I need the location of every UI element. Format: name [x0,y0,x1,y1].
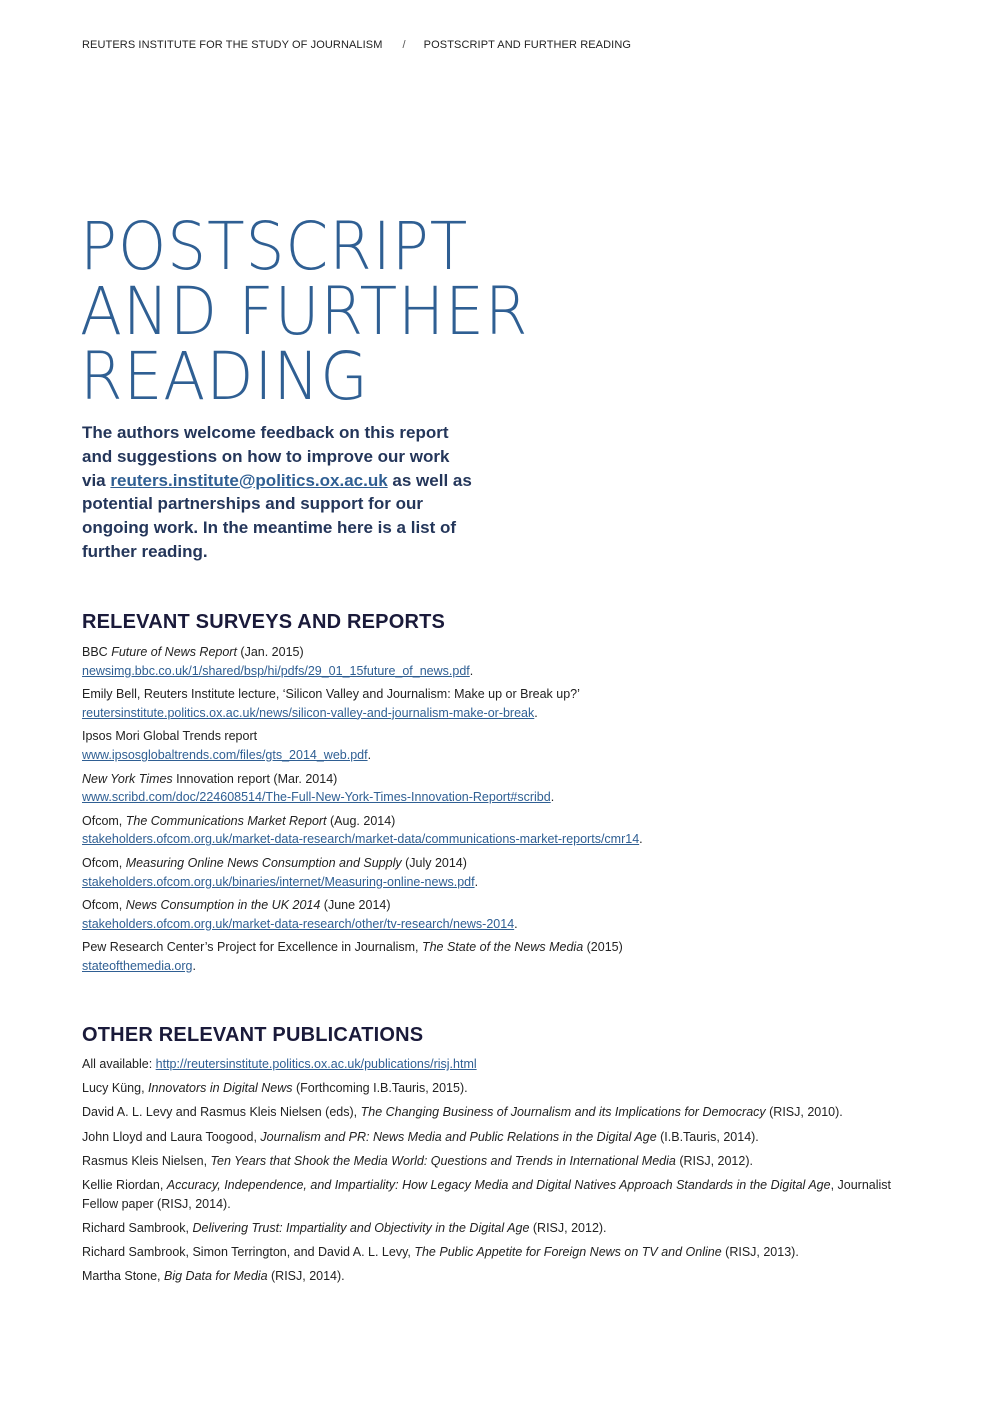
surveys-list [82,643,912,976]
publication-title: Journalism and PR: News Media and Public Relations in the Digital Age [260,1129,657,1144]
publication-item [82,1219,912,1238]
survey-citation [82,685,912,704]
publication-author: Rasmus Kleis Nielsen, [82,1153,211,1168]
publication-detail: (I.B.Tauris, 2014). [656,1129,759,1144]
publication-author: Martha Stone, [82,1269,164,1284]
citation-text: Ipsos Mori Global Trends report [82,729,258,744]
citation-text: Ofcom, [82,855,126,870]
publication-detail: (RISJ, 2013). [721,1244,799,1259]
survey-citation [82,938,912,957]
survey-link[interactable]: stakeholders.ofcom.org.uk/binaries/internet/Measuring-online-news.pdf [82,874,475,889]
citation-end: . [367,747,372,762]
citation-text: Ofcom, [82,813,126,828]
publication-item [82,1243,912,1262]
feedback-email-link[interactable]: reuters.institute@politics.ox.ac.uk [110,470,388,490]
citation-title: New York Times [82,771,173,786]
citation-end: . [192,958,196,973]
citation-end: . [639,832,643,847]
publication-detail: (RISJ, 2012). [529,1220,607,1235]
survey-citation [82,812,912,831]
publication-item [82,1079,912,1098]
publication-item [82,1103,912,1122]
publication-item [82,1267,912,1286]
citation-title: Future of News Report [111,645,237,659]
publication-author: Richard Sambrook, [82,1220,193,1235]
publications-available-item [82,1055,912,1074]
surveys-heading: RELEVANT SURVEYS AND REPORTS [82,611,446,633]
publication-author: Lucy Küng, [82,1081,149,1096]
publication-detail: (Forthcoming I.B.Tauris, 2015). [292,1081,468,1096]
page-title-line-3: READING [80,338,369,415]
survey-citation [82,854,912,873]
citation-detail: (July 2014) [401,855,467,870]
citation-end: . [469,663,474,678]
survey-link[interactable]: stakeholders.ofcom.org.uk/market-data-research/other/tv-research/news-2014 [82,916,515,931]
publication-detail: (RISJ, 2010). [765,1105,843,1120]
publication-detail: (RISJ, 2014). [267,1269,345,1284]
publication-title: Big Data for Media [164,1269,268,1284]
publication-title: Ten Years that Shook the Media World: Questions and Trends in International Media [210,1153,676,1168]
survey-item [82,643,912,680]
page-title-line-1: POSTSCRIPT [80,208,469,285]
breadcrumb [82,39,631,51]
citation-end: . [534,705,538,720]
citation-detail: Innovation report (Mar. 2014) [172,771,338,786]
survey-link[interactable]: newsimg.bbc.co.uk/1/shared/bsp/hi/pdfs/29_01_15future_of_news.pdf [82,663,470,678]
survey-item [82,770,912,807]
intro-paragraph [82,421,472,564]
breadcrumb-section: POSTSCRIPT AND FURTHER READING [423,39,632,51]
citation-text: Emily Bell, Reuters Institute lecture, ‘Silicon Valley and Journalism: Make up or Break up?’ [82,687,580,702]
intro-text-after: as well as potential partnerships and support for our ongoing work. In the meantime here is a list of further reading. [82,470,472,561]
publication-author: David A. L. Levy and Rasmus Kleis Nielsen (eds), [82,1105,361,1120]
citation-title: The Communications Market Report [125,813,327,828]
breadcrumb-org[interactable]: REUTERS INSTITUTE FOR THE STUDY OF JOURNALISM [82,39,383,51]
publications-heading: OTHER RELEVANT PUBLICATIONS [82,1024,424,1046]
publication-item [82,1176,912,1213]
publication-title: The Changing Business of Journalism and its Implications for Democracy [360,1105,766,1120]
available-label: All available: [82,1057,156,1071]
citation-detail: (Jan. 2015) [236,645,304,659]
publication-author: Richard Sambrook, Simon Terrington, and David A. L. Levy, [82,1244,415,1259]
publications-section [82,1024,912,1291]
citation-title: Measuring Online News Consumption and Supply [125,855,402,870]
citation-detail: (Aug. 2014) [326,813,396,828]
breadcrumb-separator: / [402,39,406,51]
citation-title: News Consumption in the UK 2014 [125,898,321,913]
publication-title: Accuracy, Independence, and Impartiality: How Legacy Media and Digital Natives Approach Standards in the Digital Age [166,1177,831,1192]
page-title-line-2: AND FURTHER [80,273,529,350]
survey-citation [82,643,912,662]
citation-text: Ofcom, [82,898,126,913]
page-title [80,208,562,415]
publication-title: Innovators in Digital News [148,1081,293,1096]
citation-title: The State of the News Media [421,940,584,955]
survey-item [82,727,912,764]
publications-link[interactable]: http://reutersinstitute.politics.ox.ac.uk/publications/risj.html [155,1057,477,1071]
survey-item [82,854,912,891]
publication-title: Delivering Trust: Impartiality and Objectivity in the Digital Age [192,1220,530,1235]
survey-link[interactable]: reutersinstitute.politics.ox.ac.uk/news/silicon-valley-and-journalism-make-or-break [82,705,535,720]
publication-detail: (RISJ, 2012). [675,1153,753,1168]
citation-detail: (June 2014) [320,898,391,913]
survey-item [82,685,912,722]
survey-link[interactable]: www.scribd.com/doc/224608514/The-Full-New-York-Times-Innovation-Report#scribd [82,790,551,805]
citation-end: . [474,874,479,889]
survey-item [82,938,912,975]
publication-item [82,1152,912,1171]
intro-text-before: The authors welcome feedback on this report and suggestions on how to improve our work via [82,423,450,490]
survey-item [82,812,912,849]
survey-link[interactable]: stakeholders.ofcom.org.uk/market-data-research/market-data/communications-market-reports/cmr14 [82,832,640,847]
publications-list [82,1055,912,1286]
citation-text: BBC [82,645,112,659]
citation-text: Pew Research Center’s Project for Excellence in Journalism, [82,940,422,955]
survey-link[interactable]: stateofthemedia.org [82,958,193,973]
citation-end: . [550,790,555,805]
publication-author: Kellie Riordan, [82,1177,167,1192]
publication-title: The Public Appetite for Foreign News on TV and Online [414,1244,722,1259]
survey-citation [82,770,912,789]
survey-citation [82,727,912,746]
publication-author: John Lloyd and Laura Toogood, [82,1129,261,1144]
survey-citation [82,896,912,915]
survey-link[interactable]: www.ipsosglobaltrends.com/files/gts_2014_web.pdf [82,747,368,762]
surveys-section [82,611,912,981]
publication-item [82,1128,912,1147]
publication-detail: , Journalist Fellow paper (RISJ, 2014). [82,1177,892,1211]
survey-item [82,896,912,933]
citation-end: . [514,916,518,931]
citation-detail: (2015) [583,940,623,955]
